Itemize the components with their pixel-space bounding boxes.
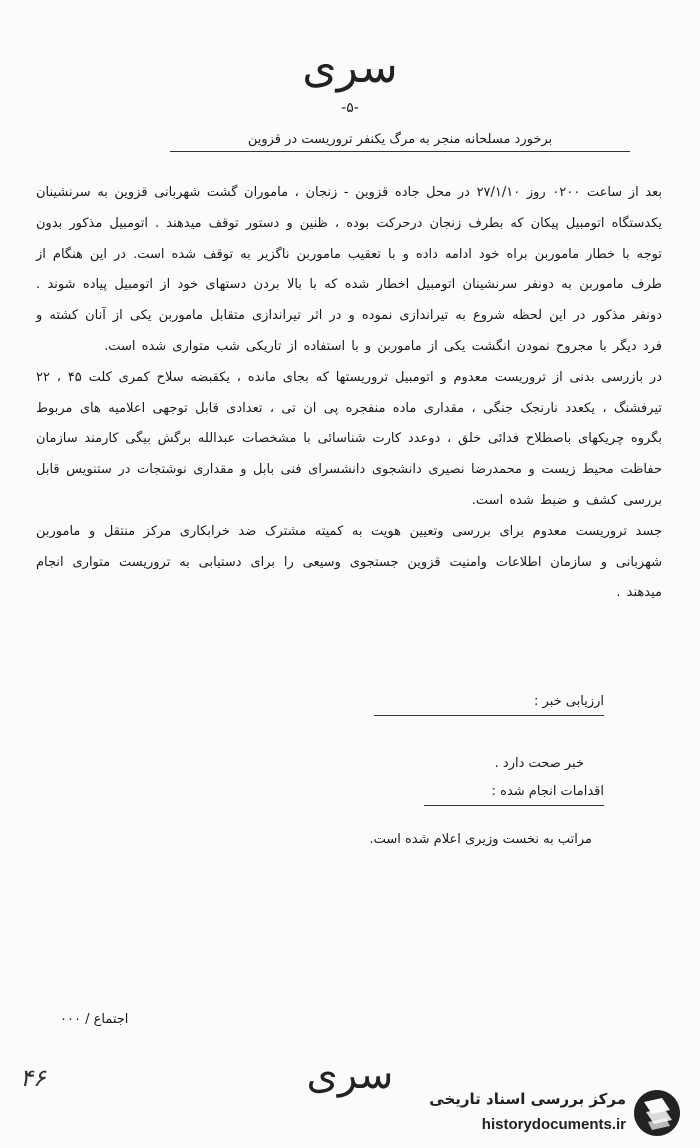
- evaluation-section: [314, 694, 604, 771]
- watermark-name: مرکز بررسی اسناد تاریخی: [429, 1090, 626, 1108]
- document-body: [36, 178, 662, 609]
- document-title: برخورد مسلحانه منجر به مرگ یکنفر تروریست در قزوین: [170, 132, 630, 152]
- watermark-url: historydocuments.ir: [481, 1116, 626, 1133]
- reference-number: اجتماع / ۰۰۰: [60, 1012, 129, 1027]
- paragraph: در بازرسی بدنی از تروریست معدوم و اتومبیل تروریستها که بجای مانده ، یکقبضه سلاح کمری کلت ۴۵ ، ۲۲ تیرفشنگ ، یکعدد نارنجک جنگی ، مقداری ماده منفجره پی ان تی ، تعدادی قابل توجهی اعلامیه های مربوط بگروه چریکهای باصطلاح فدائی خلق ، دوعدد کارت شناسائی با مشخصات عبدالله برگش بیگی کارمند سازمان حفاظت محیط زیست و محمدرضا نصیری دانشجوی دانشسرای فنی بابل و مقداری نوشتجات در ستنویس قابل بررسی کشف و ضبط شده است.: [36, 369, 663, 508]
- watermark: [414, 1086, 684, 1140]
- actions-notice: مراتب به نخست وزیری اعلام شده است.: [369, 832, 592, 847]
- archive-logo-icon: [632, 1088, 682, 1138]
- classification-bottom: سری: [306, 1052, 394, 1098]
- paragraph: جسد تروریست معدوم برای بررسی وتعیین هویت به کمیته مشترک ضد خرابکاری مرکز منتقل و ماموربن شهربانی و سازمان اطلاعات وامنیت قزوین جستجوی وسیعی را برای دستیابی به تروریست متواری انجام میدهند .: [36, 523, 662, 601]
- classification-top: سری: [302, 42, 398, 93]
- evaluation-value: خبر صحت دارد .: [494, 756, 584, 771]
- actions-section: [314, 774, 604, 806]
- page-number: -۵-: [341, 100, 359, 116]
- paragraph: بعد از ساعت ۰۲۰۰ روز ۲۷/۱/۱۰ در محل جاده قزوین - زنجان ، ماموران گشت شهربانی قزوین به سرنشینان یکدستگاه اتومبیل پیکان که بطرف زنجان درحرکت بوده ، ظنین و دستور توقف میدهند . اتومبیل مذکور بدون توجه با خطار ماموربن براه خود ادامه داده و با تعقیب ماموربن ناگزیر به توقف شده است. در این هنگام از طرف ماموربن به دونفر سرنشینان اتومبیل اخطار شده که با بالا بردن دستهای خود از اتومبیل پیاده شوند . دونفر مذکور در این لحظه شروع به تیراندازی نموده و در اثر تیراندازی متقابل ماموربن یکی از آنان کشته و فرد دیگر با مجروح نمودن انگشت یکی از ماموربن و با استفاده از تاریکی شب متواری شده است.: [36, 185, 662, 354]
- evaluation-label: ارزیابی خبر :: [374, 694, 604, 716]
- handwritten-page-number: ۴۶: [20, 1064, 46, 1092]
- actions-label: اقدامات انجام شده :: [424, 784, 604, 806]
